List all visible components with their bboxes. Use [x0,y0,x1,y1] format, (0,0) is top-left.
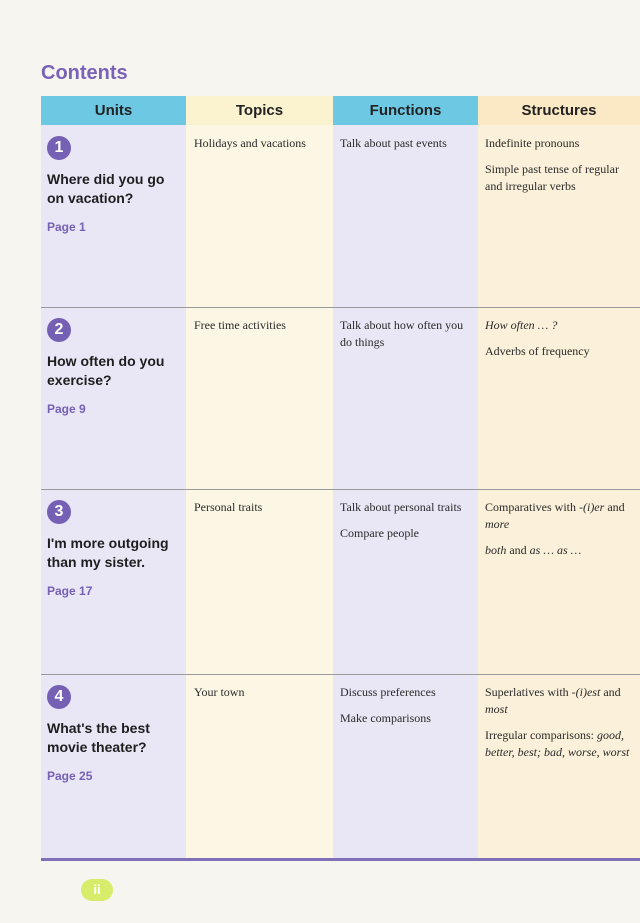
table-bottom-rule [41,858,640,861]
structure-italic-text: both [485,543,507,557]
structure-fragment: Superlatives with - [485,685,576,699]
structure-text [485,727,635,761]
structure-text [485,317,635,334]
unit-page-link[interactable]: Page 17 [47,584,93,598]
row-divider [41,307,640,308]
functions-cell [340,684,474,736]
contents-table [41,96,640,861]
unit-title: I'm more outgoing than my sister. [47,535,169,570]
topic-cell [194,684,334,710]
structure-fragment: Comparatives with - [485,500,583,514]
unit-title: Where did you go on vacation? [47,171,165,206]
functions-column [333,96,478,861]
function-text: Talk about past events [340,136,447,150]
page-title: Contents [41,62,128,84]
structure-text [485,684,635,718]
structure-text: Indefinite pronouns [485,136,580,150]
structures-cell [485,317,635,369]
row-divider [41,674,640,675]
structure-fragment: and [509,543,527,557]
function-text: Compare people [340,526,419,540]
structure-italic-text: most [485,702,508,716]
structure-italic-text: more [485,517,510,531]
structure-italic-text: (i)est [575,685,601,699]
unit-title: How often do you exercise? [47,353,165,388]
function-text: Talk about personal traits [340,500,462,514]
topic-text: Personal traits [194,500,263,514]
structure-text [485,499,635,533]
topic-cell [194,317,334,343]
topic-text: Your town [194,685,245,699]
unit-page-link[interactable]: Page 9 [47,402,86,416]
unit-title: What's the best movie theater? [47,720,150,755]
structure-fragment: Irregular comparisons: [485,728,594,742]
header-topics: Topics [186,96,333,125]
topics-column [186,96,333,861]
row-divider [41,489,640,490]
function-text: Discuss preferences [340,685,436,699]
unit-page-link[interactable]: Page 1 [47,220,86,234]
structures-cell [485,684,635,770]
unit-number-badge: 3 [47,500,71,524]
structure-italic-text: as … as … [529,543,582,557]
header-structures: Structures [478,96,640,125]
structures-cell [485,499,635,568]
header-functions: Functions [333,96,478,125]
topic-text: Holidays and vacations [194,136,306,150]
unit-number-badge: 4 [47,685,71,709]
page-number-badge: ii [81,879,113,901]
unit-number-badge: 1 [47,136,71,160]
structure-italic-text: How often … ? [485,318,558,332]
functions-cell [340,317,474,360]
unit-page-link[interactable]: Page 25 [47,769,93,783]
structures-cell [485,135,635,204]
function-text: Talk about how often you do things [340,318,464,349]
function-text: Make comparisons [340,711,431,725]
unit-number-badge: 2 [47,318,71,342]
structure-text: Simple past tense of regular and irregular verbs [485,162,619,193]
structure-italic-text: good, better, best; bad, worse, worst [485,728,630,759]
topic-text: Free time activities [194,318,286,332]
topic-cell [194,499,334,525]
header-units: Units [41,96,186,125]
structure-text [485,542,635,559]
functions-cell [340,499,474,551]
functions-cell [340,135,474,161]
topic-cell [194,135,334,161]
structure-italic-text: (i)er [582,500,605,514]
structure-fragment: and [603,685,621,699]
structure-fragment: and [607,500,625,514]
structure-text: Adverbs of frequency [485,344,590,358]
